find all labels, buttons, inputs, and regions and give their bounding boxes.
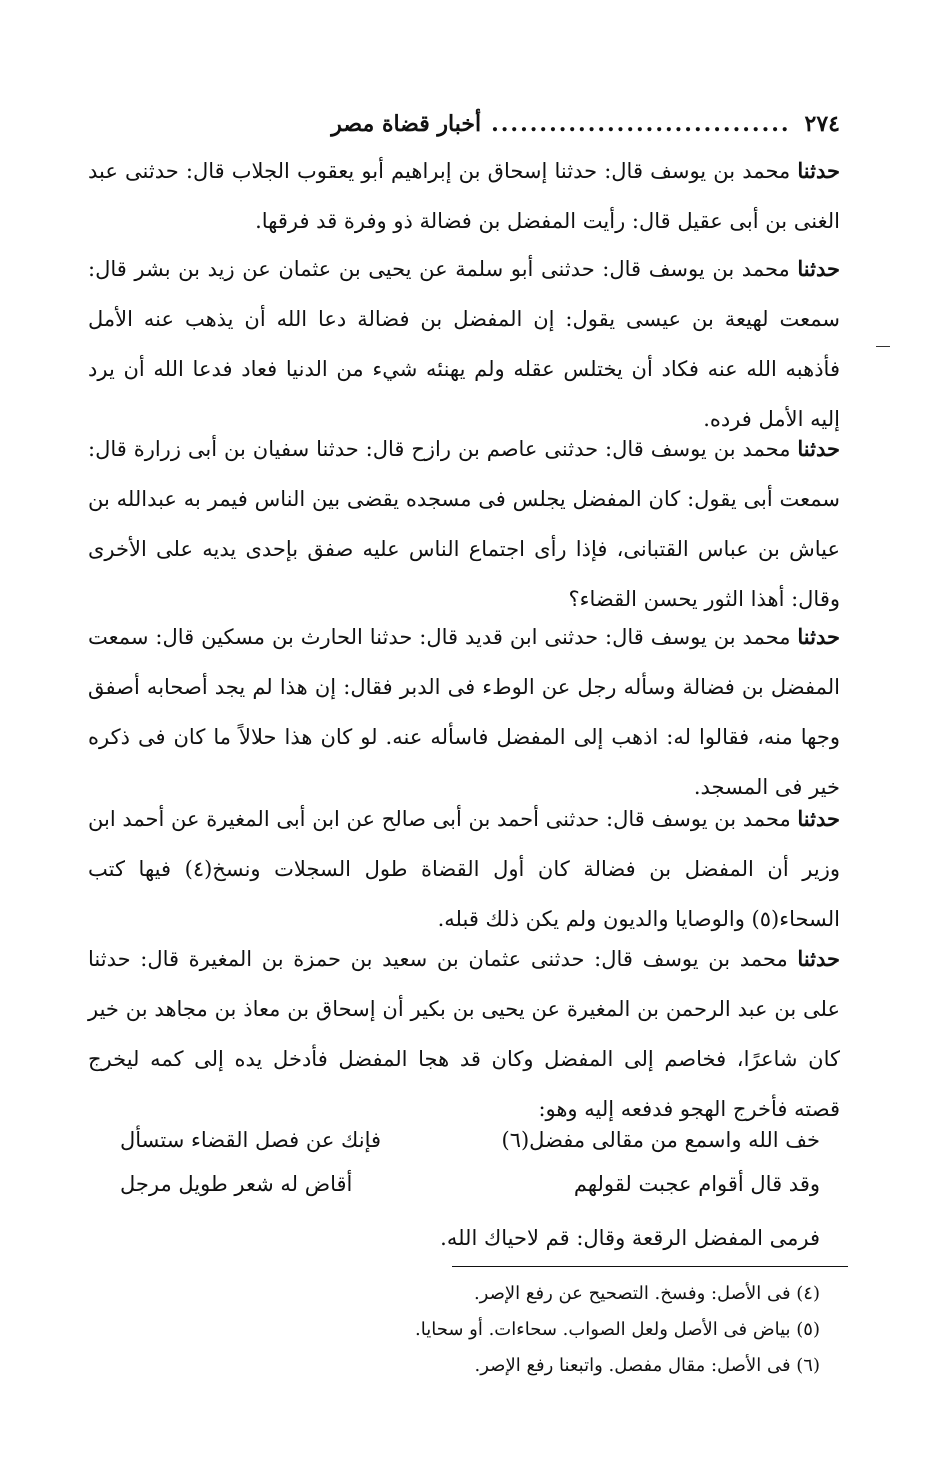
- poem-first-hemistich: وقد قال أقوام عجبت لقولهم: [573, 1172, 820, 1196]
- paragraph-text: محمد بن يوسف قال: حدثنا إسحاق بن إبراهيم أبو يعقوب الجلاب قال: حدثنى عبد الغنى بن أبى عقيل قال: رأيت المفضل بن فضالة ذو وفرة قد فرقها.: [88, 159, 840, 233]
- paragraph-text: محمد بن يوسف قال: حدثنى ابن قديد قال: حدثنا الحارث بن مسكين قال: سمعت المفضل بن فضالة وسأله رجل عن الوطء فى الدبر فقال: إن هذا لم يجد أصحابه أصفق وجها منه، فقالوا له: اذهب إلى المفضل فاسأله عنه. لو كان هذا حلالاً ما كان فى ذكره خير فى المسجد.: [88, 625, 840, 799]
- paragraph-lead: حدثنا: [797, 256, 840, 281]
- page-number: ٢٧٤: [804, 111, 840, 137]
- footnote: (٦) فى الأصل: مقال مفصل. واتبعنا رفع الإصر.: [474, 1355, 820, 1376]
- paragraph-text: محمد بن يوسف قال: حدثنى عاصم بن رازح قال: حدثنا سفيان بن أبى زرارة قال: سمعت أبى يقول: كان المفضل يجلس فى مسجده يقضى بين الناس فيمر به عبدالله بن عياش بن عباس القتبانى، فإذا رأى اجتماع الناس عليه صفق بإحدى يديه على الأخرى وقال: أهذا الثور يحسن القضاء؟: [88, 437, 840, 611]
- poem: [120, 1118, 820, 1206]
- footnote: (٤) فى الأصل: وفسخ. التصحيح عن رفع الإصر.: [473, 1283, 820, 1304]
- paragraph-4: [88, 612, 840, 812]
- poem-verse: [120, 1162, 820, 1206]
- paragraph-3: [88, 424, 840, 624]
- paragraph-5: [88, 794, 840, 944]
- paragraph-text: محمد بن يوسف قال: حدثنى أبو سلمة عن يحيى بن عثمان عن زيد بن بشر قال: سمعت لهيعة بن عيسى يقول: إن المفضل بن فضالة دعا الله أن يذهب عنه الأمل فأذهبه الله عنه فكاد أن يختلس عقله ولم يهنئه شيء من الدنيا فعاد فدعا الله أن يرد إليه الأمل فرده.: [88, 257, 840, 431]
- paragraph-lead: حدثنا: [797, 158, 840, 183]
- paragraph-2: [88, 244, 840, 444]
- paragraph-lead: حدثنا: [797, 624, 840, 649]
- poem-verse: [120, 1118, 820, 1162]
- margin-mark: [876, 346, 890, 347]
- paragraph-1: [88, 146, 840, 246]
- running-title: أخبار قضاة مصر: [331, 111, 482, 137]
- page-header: [88, 104, 840, 144]
- header-leader: ...............................: [491, 111, 791, 137]
- paragraph-text: محمد بن يوسف قال: حدثنى عثمان بن سعيد بن حمزة بن المغيرة قال: حدثنا على بن عبد الرحمن بن المغيرة عن يحيى بن بكير أن إسحاق بن معاذ بن مجاهد بن خير كان شاعرًا، فخاصم إلى المفضل وكان قد هجا المفضل فأدخل يده إلى كمه ليخرج قصته فأخرج الهجو فدفعه إليه وهو:: [88, 947, 840, 1121]
- footnote: (٥) بياض فى الأصل ولعل الصواب. سحاءات. أو سحايا.: [415, 1319, 820, 1340]
- paragraph-lead: حدثنا: [797, 806, 840, 831]
- poem-second-hemistich: أقاض له شعر طويل مرجل: [120, 1172, 353, 1196]
- poem-first-hemistich: خف الله واسمع من مقالى مفضل(٦): [501, 1128, 820, 1152]
- footnotes: [300, 1276, 820, 1384]
- poem-second-hemistich: فإنك عن فصل القضاء ستسأل: [120, 1128, 382, 1152]
- footnote-rule: [452, 1266, 848, 1267]
- paragraph-text: محمد بن يوسف قال: حدثنى أحمد بن أبى صالح عن ابن أبى المغيرة عن أحمد ابن وزير أن المفضل بن فضالة كان أول القضاة طول السجلات ونسخ(٤) فيها كتب السحاء(٥) والوصايا والديون ولم يكن ذلك قبله.: [88, 807, 840, 931]
- paragraph-lead: حدثنا: [797, 946, 841, 971]
- paragraph-lead: حدثنا: [797, 436, 840, 461]
- paragraph-6: [88, 934, 840, 1134]
- closing-line: فرمى المفضل الرقعة وقال: قم لاحياك الله.: [440, 1226, 820, 1250]
